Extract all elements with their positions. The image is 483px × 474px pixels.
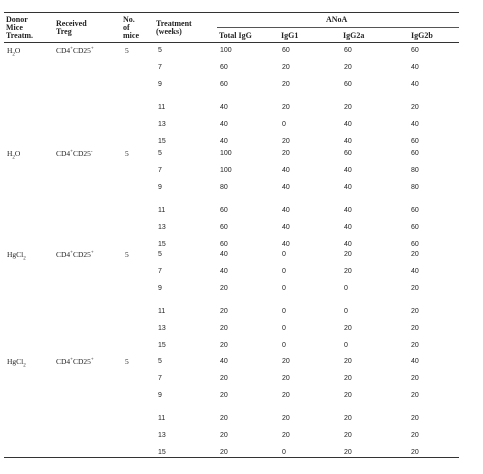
total-igg-cell: 20 [220,342,228,349]
treg-bsup: + [90,357,94,363]
igg1-cell: 0 [282,308,286,315]
received-treg-cell [56,149,93,158]
igg2b-cell: 20 [411,415,419,422]
igg2a-cell: 20 [344,415,352,422]
igg1-cell: 20 [282,81,290,88]
donor-base: H [7,149,13,158]
week-cell: 11 [158,415,166,422]
igg2b-cell: 40 [411,358,419,365]
igg2b-cell: 20 [411,251,419,258]
total-igg-cell: 20 [220,449,228,456]
igg2b-cell: 20 [411,308,419,315]
donor-base: H [7,46,13,55]
igg2a-cell: 20 [344,375,352,382]
week-cell: 15 [158,449,166,456]
igg1-cell: 20 [282,138,290,145]
donor-treatment-cell [7,149,20,159]
treg-b: CD25 [73,357,91,366]
total-igg-cell: 40 [220,358,228,365]
igg2a-cell: 20 [344,449,352,456]
header-num-mice-line: No. [123,15,135,24]
igg2b-cell: 20 [411,449,419,456]
num-mice-cell: 5 [125,149,129,158]
igg2b-cell: 20 [411,342,419,349]
igg1-cell: 40 [282,167,290,174]
week-cell: 9 [158,184,162,191]
week-cell: 7 [158,268,162,275]
total-igg-cell: 40 [220,268,228,275]
igg2a-cell: 20 [344,392,352,399]
total-igg-cell: 60 [220,224,228,231]
igg2b-cell: 60 [411,150,419,157]
total-igg-cell: 20 [220,415,228,422]
igg1-cell: 20 [282,358,290,365]
total-igg-cell: 100 [220,150,232,157]
donor-base: HgCl [7,250,24,259]
week-cell: 5 [158,47,162,54]
num-mice-cell: 5 [125,250,129,259]
week-cell: 9 [158,81,162,88]
total-igg-cell: 100 [220,47,232,54]
week-cell: 7 [158,64,162,71]
igg1-cell: 40 [282,184,290,191]
header-treatment-line: (weeks) [156,27,182,36]
igg1-cell: 40 [282,224,290,231]
igg2b-cell: 20 [411,375,419,382]
igg1-cell: 20 [282,64,290,71]
igg2b-cell: 60 [411,241,419,248]
igg1-cell: 20 [282,375,290,382]
igg1-cell: 20 [282,432,290,439]
week-cell: 15 [158,241,166,248]
week-cell: 9 [158,392,162,399]
donor-subscript: 2 [12,52,15,58]
igg2a-cell: 40 [344,224,352,231]
igg2a-cell: 20 [344,104,352,111]
header-treatment [156,20,192,36]
week-cell: 15 [158,138,166,145]
treg-a: CD4 [56,149,71,158]
header-igg1: IgG1 [281,31,299,40]
total-igg-cell: 40 [220,138,228,145]
week-cell: 7 [158,167,162,174]
treg-b: CD25 [73,149,91,158]
header-treatment-line: Treatment [156,19,192,28]
header-received-line: Treg [56,27,72,36]
week-cell: 11 [158,207,166,214]
total-igg-cell: 20 [220,308,228,315]
igg2a-cell: 40 [344,184,352,191]
igg2a-cell: 20 [344,268,352,275]
igg2b-cell: 60 [411,47,419,54]
total-igg-cell: 20 [220,392,228,399]
treg-asup: + [70,250,73,256]
week-cell: 13 [158,432,166,439]
received-treg-cell [56,250,94,259]
week-cell: 11 [158,308,166,315]
treg-b: CD25 [73,46,91,55]
treg-a: CD4 [56,250,71,259]
igg2a-cell: 20 [344,432,352,439]
igg1-cell: 0 [282,449,286,456]
igg1-cell: 0 [282,268,286,275]
igg2b-cell: 20 [411,432,419,439]
igg1-cell: 20 [282,150,290,157]
donor-treatment-cell [7,46,20,56]
donor-base: HgCl [7,357,24,366]
header-anoa: ANoA [326,15,348,24]
igg2b-cell: 40 [411,64,419,71]
header-donor-line: Treatm. [6,31,34,40]
received-treg-cell [56,357,94,366]
igg2b-cell: 80 [411,184,419,191]
total-igg-cell: 40 [220,251,228,258]
anoa-rule [217,27,459,28]
igg1-cell: 20 [282,415,290,422]
igg2a-cell: 0 [344,342,348,349]
igg1-cell: 0 [282,251,286,258]
igg2b-cell: 80 [411,167,419,174]
igg2a-cell: 60 [344,47,352,54]
total-igg-cell: 80 [220,184,228,191]
total-igg-cell: 40 [220,104,228,111]
week-cell: 15 [158,342,166,349]
header-igg2b: IgG2b [411,31,433,40]
igg1-cell: 0 [282,325,286,332]
header-donor-line: Mice [6,23,23,32]
igg2b-cell: 40 [411,121,419,128]
total-igg-cell: 60 [220,81,228,88]
treg-bsup: + [90,250,94,256]
igg1-cell: 0 [282,121,286,128]
total-igg-cell: 60 [220,207,228,214]
igg2b-cell: 20 [411,392,419,399]
treg-asup: + [70,149,73,155]
header-igg2a: IgG2a [343,31,365,40]
week-cell: 7 [158,375,162,382]
header-received-line: Received [56,19,87,28]
igg2b-cell: 60 [411,138,419,145]
week-cell: 13 [158,121,166,128]
total-igg-cell: 20 [220,325,228,332]
week-cell: 5 [158,251,162,258]
igg1-cell: 0 [282,285,286,292]
igg2b-cell: 40 [411,81,419,88]
donor-treatment-cell [7,250,26,260]
header-num-mice-line: mice [123,31,139,40]
donor-subscript: 2 [23,256,26,262]
treg-bsup: - [90,149,93,155]
header-donor-line: Donor [6,15,28,24]
treg-asup: + [70,46,73,52]
week-cell: 13 [158,224,166,231]
igg2a-cell: 40 [344,121,352,128]
igg2a-cell: 0 [344,285,348,292]
treg-b: CD25 [73,250,91,259]
igg2a-cell: 40 [344,167,352,174]
igg1-cell: 20 [282,104,290,111]
bottom-rule [4,457,459,458]
igg2a-cell: 60 [344,150,352,157]
igg2b-cell: 40 [411,268,419,275]
treg-bsup: + [90,46,94,52]
igg1-cell: 40 [282,207,290,214]
treg-a: CD4 [56,46,71,55]
header-rule [4,42,459,43]
donor-rest: O [14,46,21,55]
igg2b-cell: 60 [411,224,419,231]
header-num-mice-line: of [123,23,130,32]
total-igg-cell: 20 [220,432,228,439]
header-total-igg: Total IgG [219,31,252,40]
total-igg-cell: 40 [220,121,228,128]
donor-subscript: 2 [23,363,26,369]
igg2a-cell: 20 [344,325,352,332]
igg1-cell: 60 [282,47,290,54]
total-igg-cell: 100 [220,167,232,174]
igg2a-cell: 40 [344,207,352,214]
igg2a-cell: 60 [344,81,352,88]
week-cell: 11 [158,104,166,111]
igg1-cell: 40 [282,241,290,248]
total-igg-cell: 60 [220,64,228,71]
total-igg-cell: 20 [220,375,228,382]
received-treg-cell [56,46,94,55]
week-cell: 13 [158,325,166,332]
treg-a: CD4 [56,357,71,366]
igg2a-cell: 0 [344,308,348,315]
igg2a-cell: 40 [344,241,352,248]
igg2b-cell: 60 [411,207,419,214]
header-received [56,20,87,36]
igg1-cell: 0 [282,342,286,349]
week-cell: 5 [158,150,162,157]
num-mice-cell: 5 [125,46,129,55]
treg-asup: + [70,357,73,363]
igg2b-cell: 20 [411,325,419,332]
week-cell: 9 [158,285,162,292]
igg1-cell: 20 [282,392,290,399]
igg2a-cell: 20 [344,64,352,71]
igg2b-cell: 20 [411,104,419,111]
donor-subscript: 2 [12,155,15,161]
donor-rest: O [14,149,21,158]
igg2a-cell: 20 [344,251,352,258]
num-mice-cell: 5 [125,357,129,366]
igg2a-cell: 20 [344,358,352,365]
header-donor [6,16,33,40]
total-igg-cell: 60 [220,241,228,248]
igg2a-cell: 40 [344,138,352,145]
igg2b-cell: 20 [411,285,419,292]
header-num-mice [123,16,139,40]
donor-treatment-cell [7,357,26,367]
total-igg-cell: 20 [220,285,228,292]
top-rule [4,12,459,13]
week-cell: 5 [158,358,162,365]
